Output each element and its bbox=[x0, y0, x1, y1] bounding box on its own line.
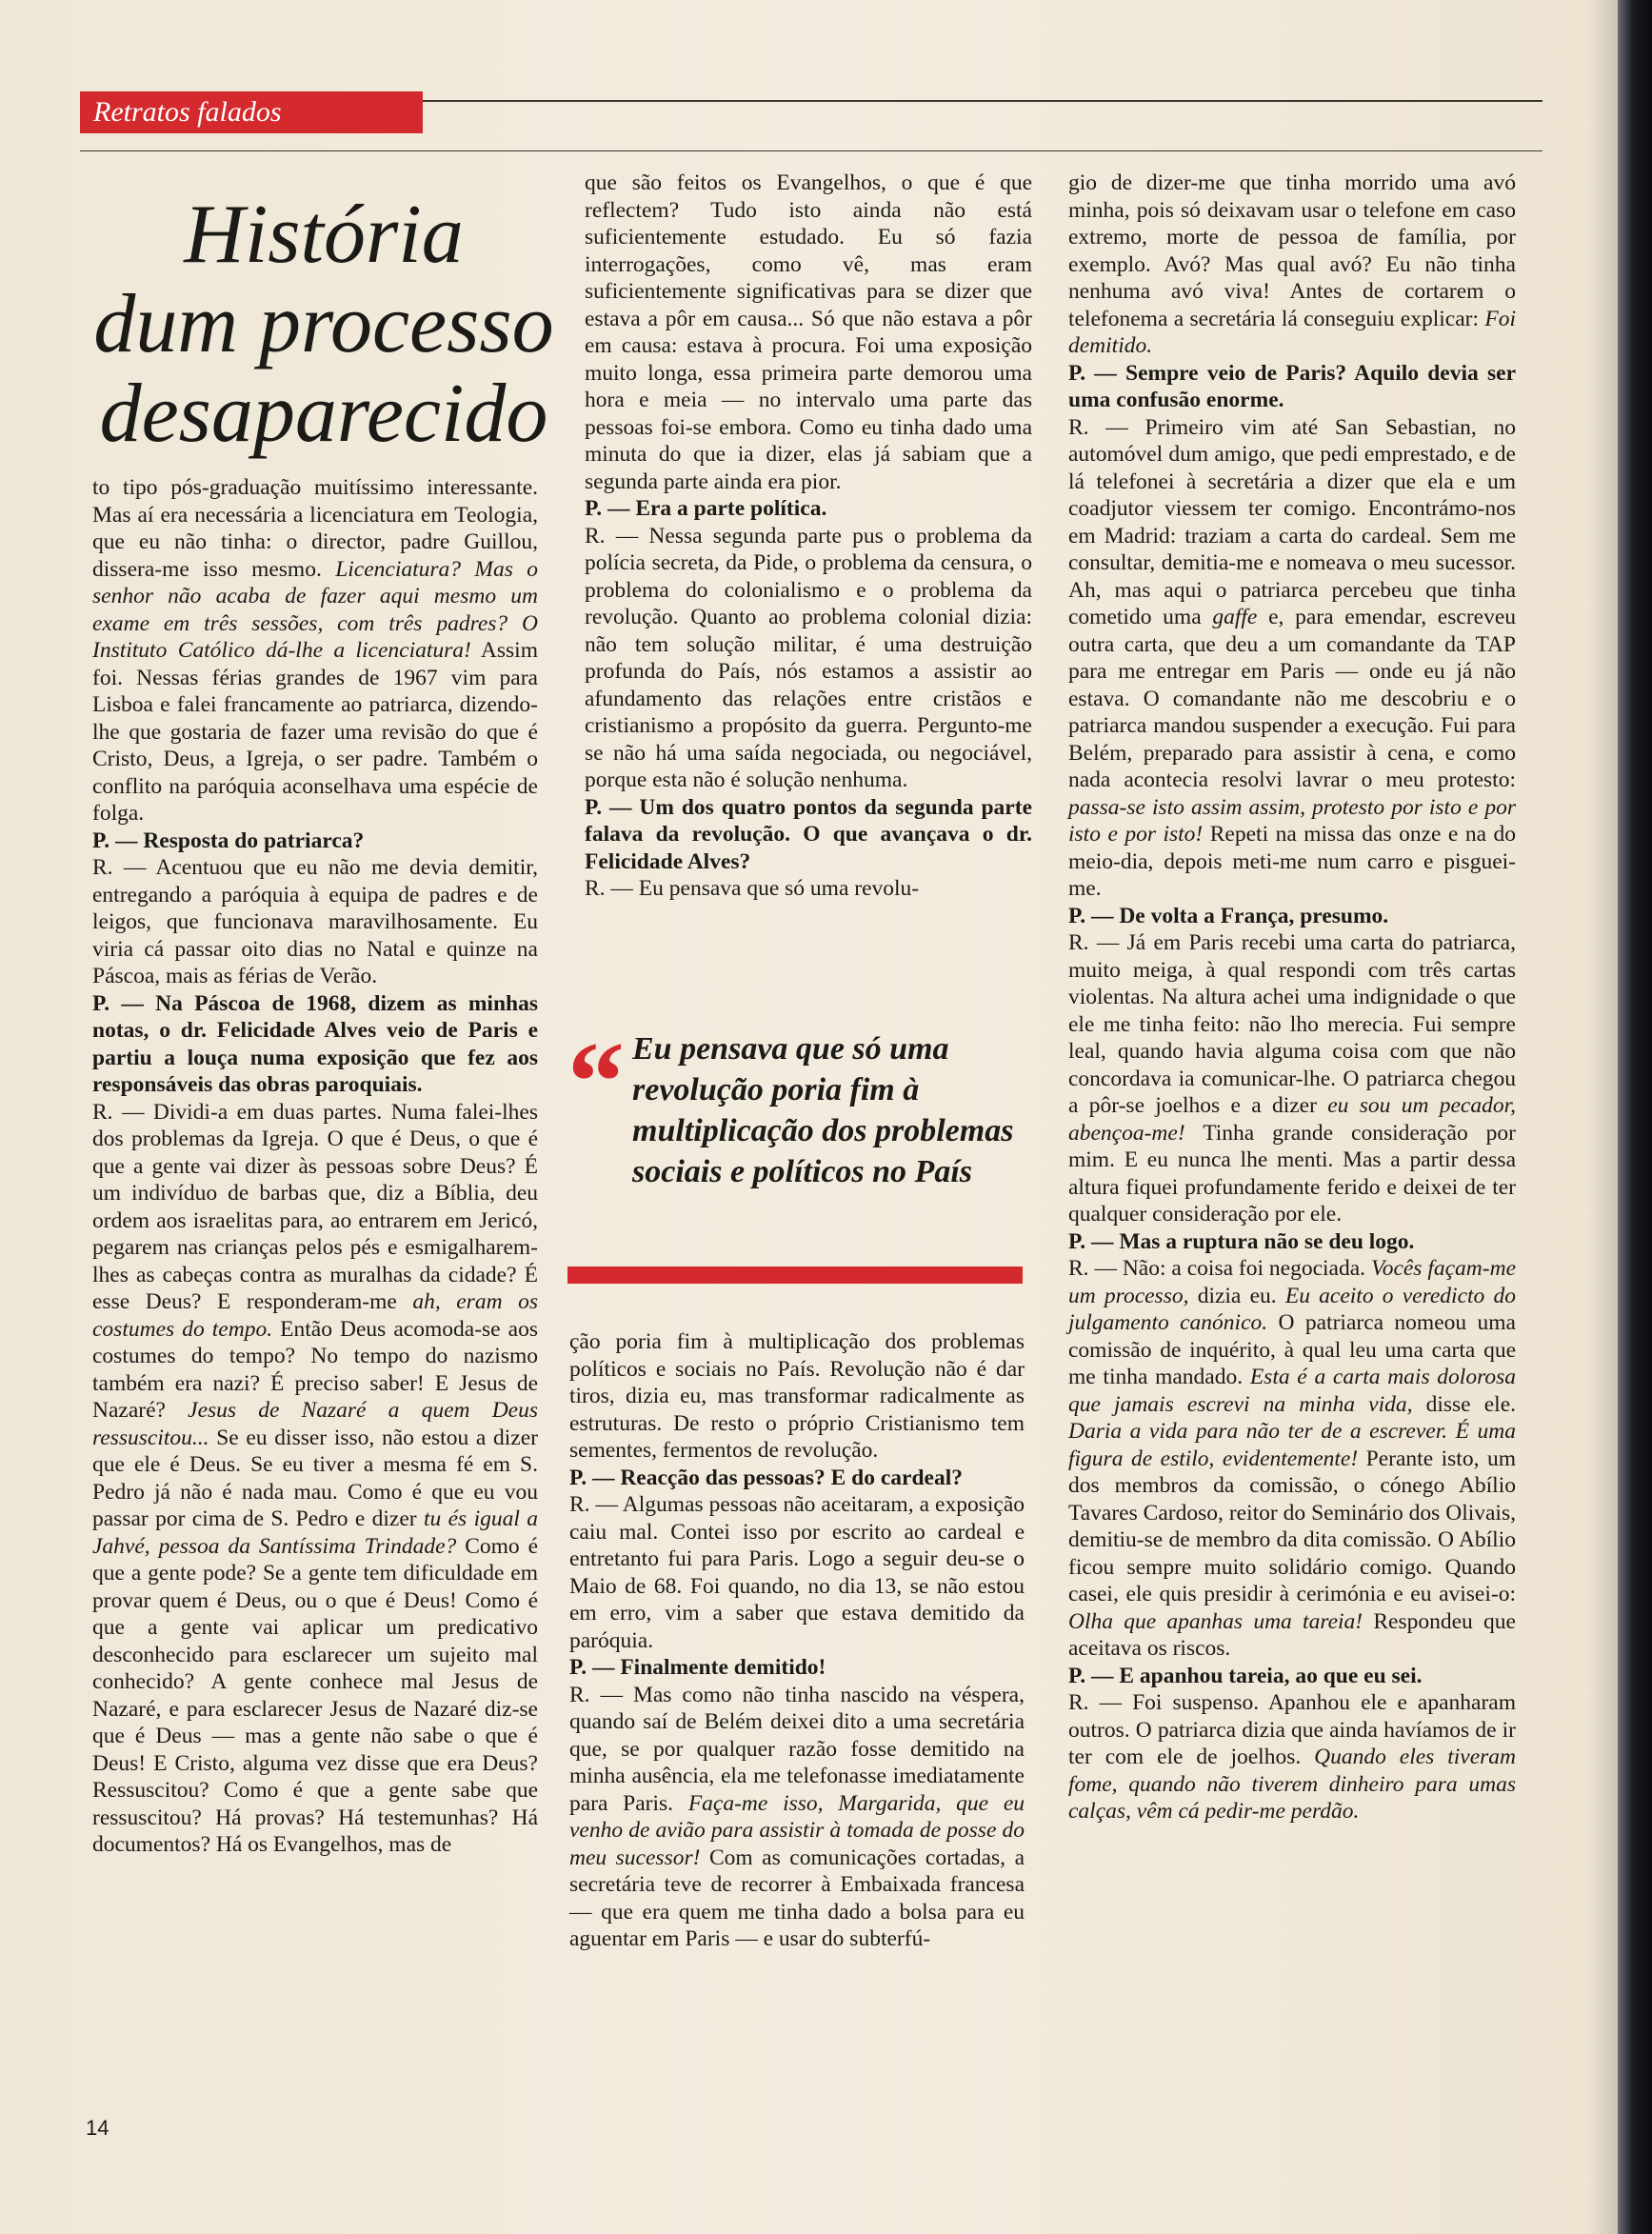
interview-question: P. — Na Páscoa de 1968, dizem as minhas notas, o dr. Felicidade Alves veio de Paris e partiu a louça numa exposição que fez aos responsáveis das obras paroquiais. bbox=[92, 990, 538, 1097]
quote-mark-icon: “ bbox=[567, 1018, 625, 1145]
page-number: 14 bbox=[86, 2116, 109, 2140]
pull-quote-bar bbox=[567, 1267, 1023, 1284]
interview-question: P. — Reacção das pessoas? E do cardeal? bbox=[569, 1465, 963, 1490]
section-label: Retratos falados bbox=[80, 91, 423, 133]
interview-question: P. — E apanhou tareia, ao que eu sei. bbox=[1068, 1663, 1423, 1688]
headline-line-1: História bbox=[184, 189, 464, 281]
text-column-3 bbox=[1068, 170, 1516, 2150]
interview-question: P. — Sempre veio de Paris? Aquilo devia ser uma confusão enorme. bbox=[1068, 360, 1516, 412]
text-column-2-bottom bbox=[569, 1328, 1025, 2138]
interview-paragraph: ção poria fim à multiplicação dos problemas políticos e sociais no País. Revolução não é dar tiros, dizia eu, mas transformar radicalmente as estruturas. De resto o próprio Cristianismo tem sementes, fermentos de revolução. bbox=[569, 1329, 1025, 1463]
text-column-1 bbox=[92, 474, 538, 2093]
interview-paragraph: R. — Dividi-a em duas partes. Numa falei-lhes dos problemas da Igreja. O que é Deus, o que é que a gente vai dizer às pessoas sobre Deus? É um indivíduo de barbas que, diz a Bíblia, deu ordem aos israelitas para, ao entrarem em Jericó, pegarem nas crianças pelos pés e esmigalharem-lhes as cabeças contra as muralhas da cidade? É esse Deus? E responderam-me ah, eram os costumes do tempo. Então Deus acomoda-se aos costumes do tempo? No tempo do nazismo também era nazi? É preciso saber! E Jesus de Nazaré? Jesus de Nazaré a quem Deus ressuscitou... Se eu disser isso, não estou a dizer que ele é Deus. Se eu tiver a mesma fé em S. Pedro já não é nada mau. Como é que eu vou passar por cima de S. Pedro e dizer tu és igual a Jahvé, pessoa da Santíssima Trindade? Como é que a gente pode? Se a gente tem dificuldade em provar quem é Deus, ou o que é Deus! Como é que a gente vai aplicar um predicativo desconhecido para esclarecer um sujeito mal conhecido? A gente conhece mal Jesus de Nazaré, e para esclarecer Jesus de Nazaré diz-se que é Deus — mas a gente não sabe o que é Deus! E Cristo, alguma vez disse que era Deus? Ressuscitou? Como é que a gente sabe que ressuscitou? Há provas? Há testemunhas? Há documentos? Há os Evangelhos, mas de bbox=[92, 1099, 538, 1857]
article-headline bbox=[86, 189, 562, 460]
text-column-2-top bbox=[585, 170, 1032, 1012]
interview-paragraph: R. — Eu pensava que só uma revolu- bbox=[585, 876, 920, 901]
interview-paragraph: R. — Mas como não tinha nascido na véspera, quando saí de Belém deixei dito a uma secretária que, se por qualquer razão fosse demitido na minha ausência, ela me telefonasse imediatamente para Paris. Faça-me isso, Margarida, que eu venho de avião para assistir à tomada de posse do meu sucessor! Com as comunicações cortadas, a secretária teve de recorrer à Embaixada francesa — que era quem me tinha dado a bolsa para eu aguentar em Paris — e usar do subterfú- bbox=[569, 1682, 1025, 1951]
interview-paragraph: R. — Não: a coisa foi negociada. Vocês façam-me um processo, dizia eu. Eu aceito o veredicto do julgamento canónico. O patriarca nomeou uma comissão de inquérito, à qual leu uma carta que me tinha mandado. Esta é a carta mais dolorosa que jamais escrevi na minha vida, disse ele. Daria a vida para não ter de a escrever. É uma figura de estilo, evidentemente! Perante isto, um dos membros da comissão, o cónego Abílio Tavares Cardoso, reitor do Seminário dos Olivais, demitiu-se de membro da dita comissão. O Abílio ficou sempre muito solidário comigo. Quando casei, ele quis presidir à cerimónia e eu avisei-o: Olha que apanhas uma tareia! Respondeu que aceitava os riscos. bbox=[1068, 1256, 1516, 1661]
headline-line-2: dum processo bbox=[93, 278, 554, 370]
interview-question: P. — Era a parte política. bbox=[585, 496, 827, 521]
interview-paragraph: R. — Foi suspenso. Apanhou ele e apanharam outros. O patriarca dizia que ainda havíamos de ir ter com ele de joelhos. Quando eles tiveram fome, quando não tiverem dinheiro para umas calças, vêm cá pedir-me perdão. bbox=[1068, 1690, 1517, 1824]
interview-question: P. — Um dos quatro pontos da segunda parte falava da revolução. O que avançava o dr. Felicidade Alves? bbox=[585, 794, 1032, 874]
page-binding bbox=[1618, 0, 1652, 2234]
interview-paragraph: R. — Já em Paris recebi uma carta do patriarca, muito meiga, à qual respondi com três cartas violentas. Na altura achei uma indignidade o que ele me tinha feito: não lho merecia. Fui sempre leal, quando havia alguma coisa com que não concordava ia comunicar-lhe. O patriarca chegou a pôr-se joelhos e a dizer eu sou um pecador, abençoa-me! Tinha grande consideração por mim. E eu nunca lhe menti. Mas a partir dessa altura fiquei profundamente ferido e deixei de ter qualquer consideração por ele. bbox=[1068, 930, 1516, 1227]
page-gutter-shadow bbox=[1587, 0, 1618, 2234]
pull-quote-text: Eu pensava que só uma revolução poria fim à multiplicação dos problemas sociais e políticos no País bbox=[632, 1031, 1014, 1189]
interview-paragraph: R. — Primeiro vim até San Sebastian, no automóvel dum amigo, que pedi emprestado, e de lá telefonei à secretária a dizer que ela e um coadjutor viessem ter comigo. Encontrámo-nos em Madrid: traziam a carta do cardeal. Sem me consultar, demitia-me e nomeava o meu sucessor. Ah, mas aqui o patriarca percebeu que tinha cometido uma gaffe e, para emendar, escreveu outra carta, que deu a um comandante da TAP para me entregar em Paris — onde eu já não estava. O comandante não me descobriu e o patriarca mandou suspender a execução. Fui para Belém, preparado para assistir à cena, e como nada acontecia resolvi lavrar o meu protesto: passa-se isto assim assim, protesto por isto e por isto e por isto! Repeti na missa das onze e na do meio-dia, depois meti-me num carro e pisguei-me. bbox=[1068, 414, 1516, 901]
headline-line-3: desaparecido bbox=[99, 368, 548, 460]
interview-question: P. — Resposta do patriarca? bbox=[92, 828, 365, 853]
interview-paragraph: R. — Acentuou que eu não me devia demitir, entregando a paróquia à equipa de padres e de leigos, que funcionava maravilhosamente. Eu viria cá passar oito dias no Natal e quinze na Páscoa, mais as férias de Verão. bbox=[92, 855, 538, 988]
header-rule bbox=[80, 150, 1543, 151]
interview-paragraph: to tipo pós-graduação muitíssimo interessante. Mas aí era necessária a licenciatura em Teologia, que eu não tinha: o director, padre Guillou, dissera-me isso mesmo. Licenciatura? Mas o senhor não acaba de fazer aqui mesmo um exame em três sessões, com três padres? O Instituto Católico dá-lhe a licenciatura! Assim foi. Nessas férias grandes de 1967 vim para Lisboa e falei francamente ao patriarca, dizendo-lhe que gostaria de fazer uma revisão do que é Cristo, Deus, a Igreja, o ser padre. Também o conflito na paróquia aconselhava uma espécie de folga. bbox=[92, 475, 538, 826]
interview-paragraph: que são feitos os Evangelhos, o que é que reflectem? Tudo isto ainda não está suficientemente estudado. Eu só fazia interrogações, como vê, mas eram suficientemente significativas para se dizer que estava a pôr em causa... Só que não estava a pôr em causa: estava à procura. Foi uma exposição muito longa, essa primeira parte demorou uma hora e meia — no intervalo uma parte das pessoas foi-se embora. Como eu tinha dado uma minuta do que ia dizer, elas já sabiam que a segunda parte ainda era pior. bbox=[585, 170, 1032, 494]
interview-question: P. — De volta a França, presumo. bbox=[1068, 903, 1389, 928]
interview-paragraph: gio de dizer-me que tinha morrido uma avó minha, pois só deixavam usar o telefone em caso extremo, morte de pessoa de família, por exemplo. Avó? Mas qual avó? Eu não tinha nenhuma avó viva! Antes de cortarem o telefonema a secretária lá conseguiu explicar: Foi demitido. bbox=[1068, 170, 1516, 358]
interview-question: P. — Finalmente demitido! bbox=[569, 1655, 826, 1680]
pull-quote bbox=[567, 1018, 1025, 1286]
interview-paragraph: R. — Algumas pessoas não aceitaram, a exposição caiu mal. Contei isso por escrito ao cardeal e entretanto fui para Paris. Logo a seguir deu-se o Maio de 68. Foi quando, no dia 13, se não estou em erro, vim a saber que estava demitido da paróquia. bbox=[569, 1492, 1025, 1653]
interview-paragraph: R. — Nessa segunda parte pus o problema da polícia secreta, da Pide, o problema da censura, o problema do colonialismo e o problema da revolução. Quanto ao problema colonial dizia: não tem solução militar, é uma destruição profunda do País, nós estamos a assistir ao afundamento das relações entre cristãos e cristianismo a propósito da guerra. Pergunto-me se não há uma saída negociada, ou negociável, porque esta não é solução nenhuma. bbox=[585, 523, 1032, 792]
interview-question: P. — Mas a ruptura não se deu logo. bbox=[1068, 1228, 1415, 1254]
